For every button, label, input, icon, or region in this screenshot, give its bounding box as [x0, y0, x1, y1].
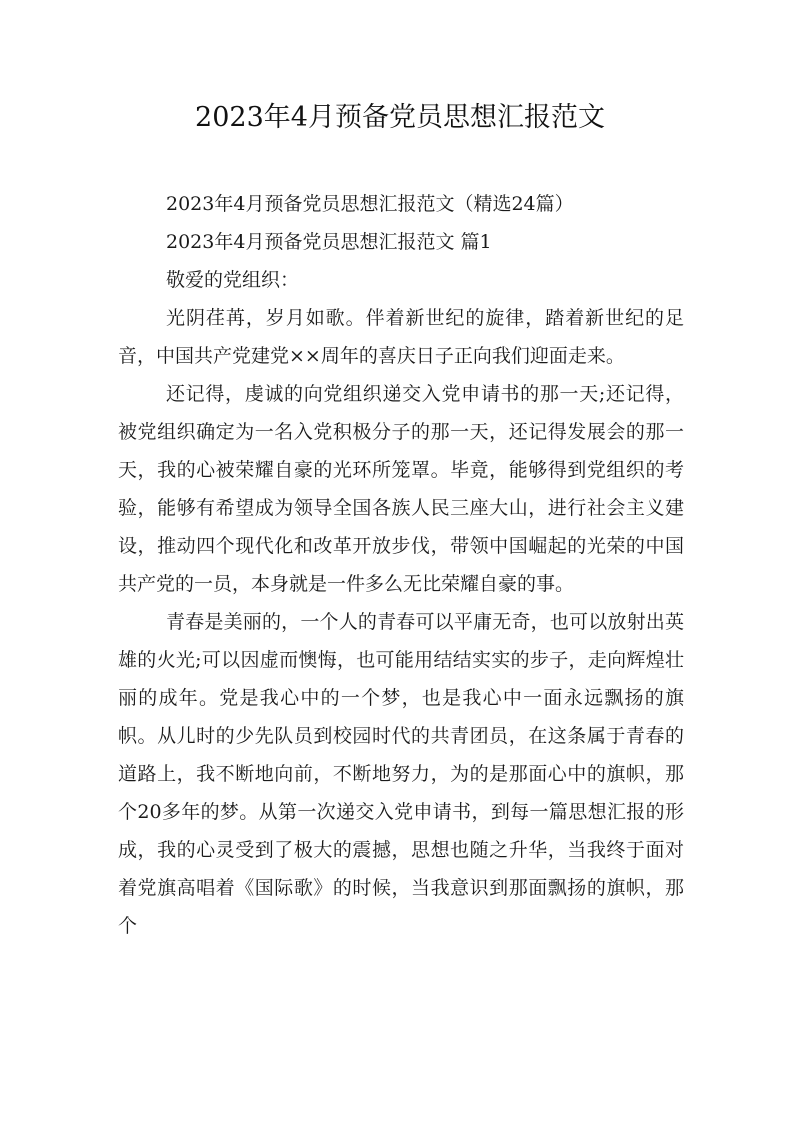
subtitle-line: 2023年4月预备党员思想汇报范文（精选24篇） [166, 193, 574, 215]
salutation: 敬爱的党组织： [166, 269, 300, 291]
document-title: 2023年4月预备党员思想汇报范文 [195, 102, 605, 133]
section-heading: 2023年4月预备党员思想汇报范文 篇1 [166, 231, 492, 253]
paragraph: 光阴荏苒，岁月如歌。伴着新世纪的旋律，踏着新世纪的足音，中国共产党建党××周年的喜庆日子正向我们迎面走来。 [118, 307, 684, 367]
document-body [118, 185, 684, 945]
paragraph: 还记得，虔诚的向党组织递交入党申请书的那一天;还记得，被党组织确定为一名入党积极分子的那一天，还记得发展会的那一天，我的心被荣耀自豪的光环所笼罩。毕竟，能够得到党组织的考验，能够有希望成为领导全国各族人民三座大山，进行社会主义建设，推动四个现代化和改革开放步伐，带领中国崛起的光荣的中国共产党的一员，本身就是一件多么无比荣耀自豪的事。 [118, 383, 684, 595]
paragraph: 青春是美丽的，一个人的青春可以平庸无奇，也可以放射出英雄的火光;可以因虚而懊悔，也可能用结结实实的步子，走向辉煌壮丽的成年。党是我心中的一个梦，也是我心中一面永远飘扬的旗帜。从儿时的少先队员到校园时代的共青团员，在这条属于青春的道路上，我不断地向前，不断地努力，为的是那面心中的旗帜，那个20多年的梦。从第一次递交入党申请书，到每一篇思想汇报的形成，我的心灵受到了极大的震撼，思想也随之升华，当我终于面对着党旗高唱着《国际歌》的时候，当我意识到那面飘扬的旗帜，那个 [118, 611, 684, 937]
